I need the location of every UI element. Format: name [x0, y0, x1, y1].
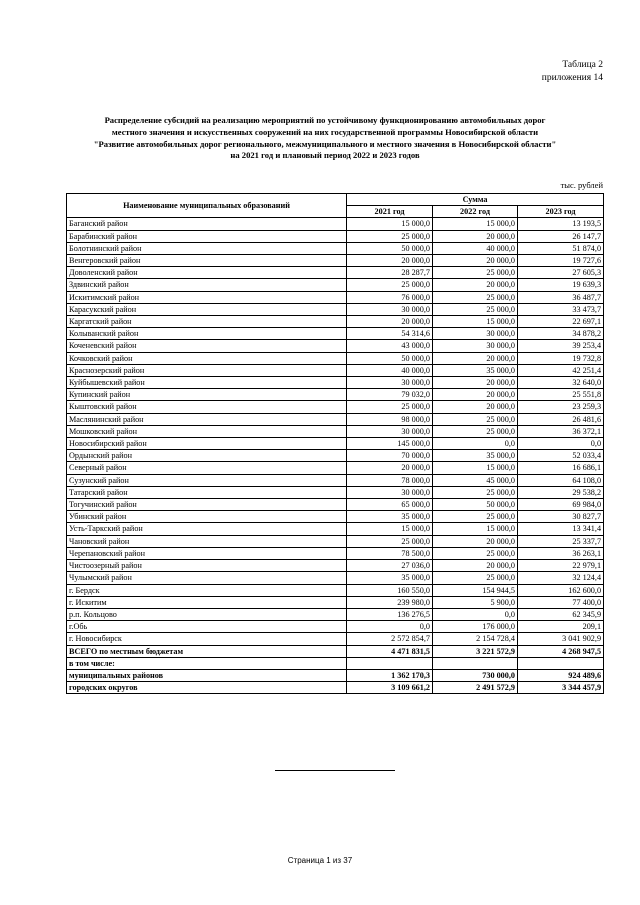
value-2022: 0,0 [433, 438, 518, 450]
value-2022: 20 000,0 [433, 401, 518, 413]
total-label: ВСЕГО по местным бюджетам [67, 645, 347, 657]
value-2021: 25 000,0 [347, 401, 433, 413]
table-row [67, 462, 604, 474]
urban-2023: 3 344 457,9 [518, 682, 604, 694]
value-2021: 20 000,0 [347, 462, 433, 474]
table-row [67, 633, 604, 645]
column-header-sum: Сумма [347, 194, 604, 206]
value-2022: 2 154 728,4 [433, 633, 518, 645]
subsidy-table [66, 193, 604, 694]
column-header-name: Наименование муниципальных образований [67, 194, 347, 218]
district-name: Краснозерский район [67, 364, 347, 376]
value-2022: 20 000,0 [433, 255, 518, 267]
value-2023: 32 124,4 [518, 572, 604, 584]
value-2022: 176 000,0 [433, 621, 518, 633]
including-empty-2022 [433, 657, 518, 669]
district-name: Усть-Таркский район [67, 523, 347, 535]
value-2022: 35 000,0 [433, 364, 518, 376]
district-name: Коченевский район [67, 340, 347, 352]
municipal-2022: 730 000,0 [433, 669, 518, 681]
value-2023: 36 487,7 [518, 291, 604, 303]
district-name: Ордынский район [67, 450, 347, 462]
urban-2022: 2 491 572,9 [433, 682, 518, 694]
table-row [67, 438, 604, 450]
value-2023: 26 147,7 [518, 230, 604, 242]
table-row [67, 303, 604, 315]
value-2021: 50 000,0 [347, 352, 433, 364]
document-title [60, 115, 590, 162]
value-2022: 20 000,0 [433, 389, 518, 401]
value-2021: 25 000,0 [347, 535, 433, 547]
table-row [67, 608, 604, 620]
value-2022: 25 000,0 [433, 486, 518, 498]
table-row [67, 523, 604, 535]
appendix-label: приложения 14 [541, 73, 603, 83]
value-2021: 2 572 854,7 [347, 633, 433, 645]
value-2023: 29 538,2 [518, 486, 604, 498]
value-2021: 136 276,5 [347, 608, 433, 620]
table-row [67, 413, 604, 425]
district-name: Новосибирский район [67, 438, 347, 450]
total-2023: 4 268 947,5 [518, 645, 604, 657]
value-2023: 52 033,4 [518, 450, 604, 462]
value-2021: 145 000,0 [347, 438, 433, 450]
value-2022: 5 900,0 [433, 596, 518, 608]
table-row [67, 596, 604, 608]
value-2023: 77 400,0 [518, 596, 604, 608]
table-row [67, 242, 604, 254]
district-name: Маслянинский район [67, 413, 347, 425]
value-2022: 20 000,0 [433, 352, 518, 364]
value-2022: 15 000,0 [433, 316, 518, 328]
value-2023: 62 345,9 [518, 608, 604, 620]
district-name: Чулымский район [67, 572, 347, 584]
total-2021: 4 471 831,5 [347, 645, 433, 657]
value-2022: 20 000,0 [433, 279, 518, 291]
district-name: Сузунский район [67, 474, 347, 486]
value-2023: 19 727,6 [518, 255, 604, 267]
table-row [67, 547, 604, 559]
value-2022: 20 000,0 [433, 535, 518, 547]
value-2022: 20 000,0 [433, 230, 518, 242]
value-2021: 30 000,0 [347, 425, 433, 437]
district-name: Северный район [67, 462, 347, 474]
district-name: Здвинский район [67, 279, 347, 291]
table-row [67, 621, 604, 633]
value-2023: 23 259,3 [518, 401, 604, 413]
value-2023: 22 979,1 [518, 560, 604, 572]
value-2021: 78 500,0 [347, 547, 433, 559]
municipal-label: муниципальных районов [67, 669, 347, 681]
column-header-2023: 2023 год [518, 206, 604, 218]
including-empty-2021 [347, 657, 433, 669]
value-2023: 25 551,8 [518, 389, 604, 401]
value-2023: 19 639,3 [518, 279, 604, 291]
district-name: Тогучинский район [67, 499, 347, 511]
title-line-4: на 2021 год и плановый период 2022 и 2023 годов [230, 150, 420, 161]
municipal-total-row [67, 669, 604, 681]
table-row [67, 291, 604, 303]
value-2021: 15 000,0 [347, 218, 433, 230]
value-2023: 162 600,0 [518, 584, 604, 596]
value-2022: 25 000,0 [433, 425, 518, 437]
value-2023: 64 108,0 [518, 474, 604, 486]
value-2021: 98 000,0 [347, 413, 433, 425]
value-2023: 39 253,4 [518, 340, 604, 352]
table-row [67, 267, 604, 279]
municipal-2023: 924 489,6 [518, 669, 604, 681]
value-2021: 35 000,0 [347, 572, 433, 584]
value-2022: 25 000,0 [433, 413, 518, 425]
district-name: Барабинский район [67, 230, 347, 242]
district-name: р.п. Кольцово [67, 608, 347, 620]
value-2023: 42 251,4 [518, 364, 604, 376]
value-2021: 65 000,0 [347, 499, 433, 511]
value-2021: 79 032,0 [347, 389, 433, 401]
value-2022: 25 000,0 [433, 267, 518, 279]
value-2023: 69 984,0 [518, 499, 604, 511]
value-2022: 25 000,0 [433, 547, 518, 559]
value-2023: 26 481,6 [518, 413, 604, 425]
value-2022: 15 000,0 [433, 523, 518, 535]
table-label: Таблица 2 [562, 60, 603, 70]
value-2021: 78 000,0 [347, 474, 433, 486]
title-line-1: Распределение субсидий на реализацию мероприятий по устойчивому функционированию автомобильных дорог [104, 115, 546, 125]
value-2023: 22 697,1 [518, 316, 604, 328]
table-row [67, 486, 604, 498]
value-2022: 35 000,0 [433, 450, 518, 462]
table-body [67, 218, 604, 645]
district-name: Колыванский район [67, 328, 347, 340]
district-name: Каргатский район [67, 316, 347, 328]
totals-section [67, 645, 604, 694]
value-2022: 45 000,0 [433, 474, 518, 486]
value-2022: 30 000,0 [433, 340, 518, 352]
value-2022: 30 000,0 [433, 328, 518, 340]
value-2022: 25 000,0 [433, 303, 518, 315]
value-2022: 25 000,0 [433, 572, 518, 584]
district-name: Купинский район [67, 389, 347, 401]
district-name: Кочковский район [67, 352, 347, 364]
table-row [67, 499, 604, 511]
total-2022: 3 221 572,9 [433, 645, 518, 657]
table-row [67, 474, 604, 486]
value-2023: 30 827,7 [518, 511, 604, 523]
table-caption [542, 59, 603, 85]
value-2021: 28 287,7 [347, 267, 433, 279]
value-2021: 50 000,0 [347, 242, 433, 254]
title-line-2: местного значения и искусственных сооружений на них государственной программы Новосибирской области [111, 126, 539, 137]
value-2021: 25 000,0 [347, 279, 433, 291]
including-row [67, 657, 604, 669]
value-2022: 50 000,0 [433, 499, 518, 511]
value-2021: 40 000,0 [347, 364, 433, 376]
value-2022: 25 000,0 [433, 511, 518, 523]
table-row [67, 425, 604, 437]
district-name: Мошковский район [67, 425, 347, 437]
table-row [67, 450, 604, 462]
value-2021: 20 000,0 [347, 255, 433, 267]
column-header-2021: 2021 год [347, 206, 433, 218]
district-name: Венгеровский район [67, 255, 347, 267]
including-label: в том числе: [67, 657, 347, 669]
value-2023: 19 732,8 [518, 352, 604, 364]
district-name: Чановский район [67, 535, 347, 547]
table-row [67, 340, 604, 352]
district-name: г.Обь [67, 621, 347, 633]
value-2022: 15 000,0 [433, 218, 518, 230]
district-name: Баганский район [67, 218, 347, 230]
value-2023: 36 263,1 [518, 547, 604, 559]
value-2021: 70 000,0 [347, 450, 433, 462]
unit-label: тыс. рублей [560, 180, 603, 190]
value-2023: 33 473,7 [518, 303, 604, 315]
value-2021: 25 000,0 [347, 230, 433, 242]
district-name: Татарский район [67, 486, 347, 498]
value-2021: 27 036,0 [347, 560, 433, 572]
value-2022: 154 944,5 [433, 584, 518, 596]
district-name: Доволенский район [67, 267, 347, 279]
page-number: Страница 1 из 37 [287, 856, 353, 865]
table-row [67, 535, 604, 547]
table-row [67, 572, 604, 584]
value-2021: 43 000,0 [347, 340, 433, 352]
district-name: Куйбышевский район [67, 377, 347, 389]
value-2021: 30 000,0 [347, 377, 433, 389]
value-2022: 0,0 [433, 608, 518, 620]
table-row [67, 255, 604, 267]
table-row [67, 584, 604, 596]
value-2021: 0,0 [347, 621, 433, 633]
value-2023: 13 341,4 [518, 523, 604, 535]
value-2021: 15 000,0 [347, 523, 433, 535]
value-2021: 20 000,0 [347, 316, 433, 328]
value-2023: 0,0 [518, 438, 604, 450]
table-row [67, 316, 604, 328]
table-row [67, 389, 604, 401]
column-header-2022: 2022 год [433, 206, 518, 218]
value-2021: 54 314,6 [347, 328, 433, 340]
table-row [67, 511, 604, 523]
footnote-divider [275, 770, 395, 771]
value-2022: 20 000,0 [433, 377, 518, 389]
district-name: Чистоозерный район [67, 560, 347, 572]
value-2023: 3 041 902,9 [518, 633, 604, 645]
table-row [67, 364, 604, 376]
value-2021: 30 000,0 [347, 486, 433, 498]
value-2023: 13 193,5 [518, 218, 604, 230]
municipal-2021: 1 362 170,3 [347, 669, 433, 681]
district-name: Болотнинский район [67, 242, 347, 254]
value-2022: 40 000,0 [433, 242, 518, 254]
table-row [67, 560, 604, 572]
value-2022: 15 000,0 [433, 462, 518, 474]
district-name: г. Новосибирск [67, 633, 347, 645]
value-2023: 25 337,7 [518, 535, 604, 547]
district-name: Карасукский район [67, 303, 347, 315]
value-2023: 209,1 [518, 621, 604, 633]
value-2022: 25 000,0 [433, 291, 518, 303]
urban-2021: 3 109 661,2 [347, 682, 433, 694]
urban-total-row [67, 682, 604, 694]
district-name: г. Искитим [67, 596, 347, 608]
value-2021: 30 000,0 [347, 303, 433, 315]
including-empty-2023 [518, 657, 604, 669]
value-2023: 32 640,0 [518, 377, 604, 389]
value-2021: 76 000,0 [347, 291, 433, 303]
district-name: Черепановский район [67, 547, 347, 559]
title-line-3: "Развитие автомобильных дорог регионального, межмуниципального и местного значения в Новосибирской области" [93, 138, 557, 149]
total-row [67, 645, 604, 657]
value-2023: 36 372,1 [518, 425, 604, 437]
table-row [67, 328, 604, 340]
table-row [67, 218, 604, 230]
table-row [67, 230, 604, 242]
value-2023: 51 874,0 [518, 242, 604, 254]
value-2021: 160 550,0 [347, 584, 433, 596]
value-2023: 34 878,2 [518, 328, 604, 340]
table-row [67, 377, 604, 389]
district-name: Убинский район [67, 511, 347, 523]
value-2021: 239 980,0 [347, 596, 433, 608]
value-2023: 27 605,3 [518, 267, 604, 279]
district-name: Искитимский район [67, 291, 347, 303]
district-name: Кыштовский район [67, 401, 347, 413]
table-row [67, 352, 604, 364]
value-2023: 16 686,1 [518, 462, 604, 474]
value-2022: 20 000,0 [433, 560, 518, 572]
value-2021: 35 000,0 [347, 511, 433, 523]
urban-label: городских округов [67, 682, 347, 694]
table-row [67, 279, 604, 291]
district-name: г. Бердск [67, 584, 347, 596]
table-row [67, 401, 604, 413]
